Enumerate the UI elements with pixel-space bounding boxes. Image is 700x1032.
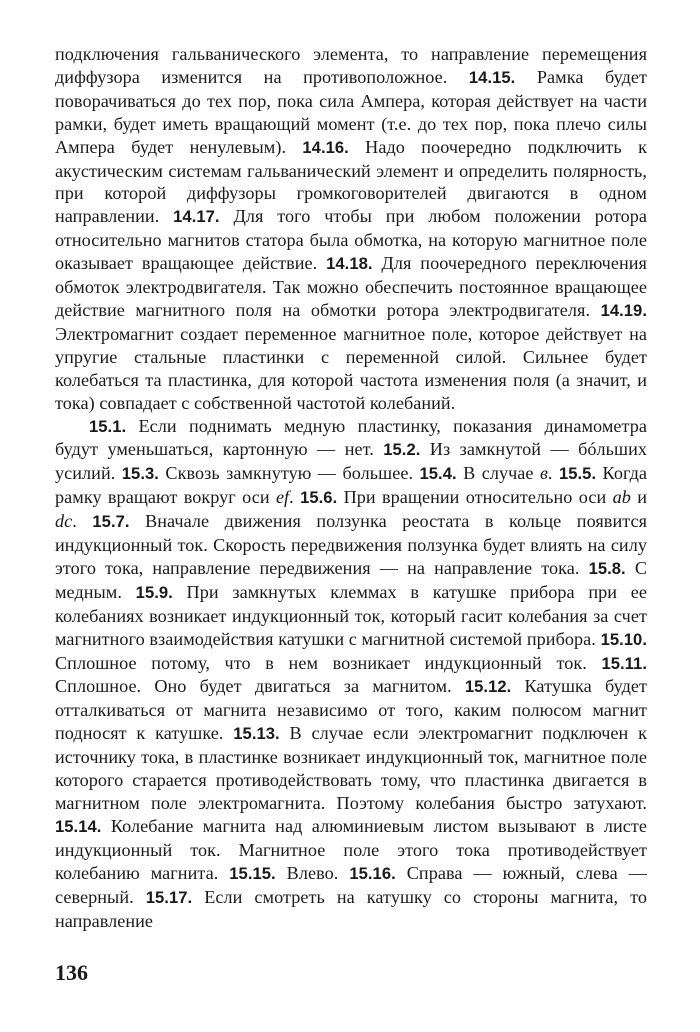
answer-text-run: Если смотреть на катушку со стороны магнита, то направление	[55, 886, 647, 931]
answer-number: 14.17.	[173, 207, 220, 227]
answer-text-run: Сплошное потому, что в нем возникает индукционный ток.	[55, 652, 602, 673]
answer-number: 15.9.	[135, 582, 173, 602]
answer-text-run: и	[630, 487, 647, 508]
answer-text-run: Колебание магнита над алюминиевым листом вызывают в листе индукционный ток. Магнитное поле этого тока противодействует колебанию магнита.	[55, 815, 647, 883]
answer-number: 14.18.	[326, 254, 373, 274]
italic-label: ef	[275, 487, 290, 508]
italic-label: dc	[55, 511, 73, 532]
answer-number: 15.12.	[464, 677, 512, 697]
paragraph-answers-15	[55, 415, 647, 933]
answer-text-run: Вначале движения ползунка реостата в кольце появится индукционный ток. Скорость передвижения ползунка будет влиять на силу этого тока, направление передвижения — на направление тока.	[55, 511, 647, 578]
answer-text-run: Электромагнит создает переменное магнитное поле, которое действует на упругие стальные пластинки с переменной силой. Сильнее будет колебаться та пластинка, для которой частота изменения поля (а значит, и тока) совпадает с собственной частотой колебаний.	[55, 323, 647, 413]
answer-text-run: Сквозь замкнутую — большее.	[158, 463, 420, 484]
answer-number: 15.11.	[601, 653, 647, 673]
answer-number: 15.10.	[600, 629, 647, 649]
answer-number: 15.13.	[233, 724, 280, 744]
answer-text-run: Для поочередного переключения обмоток электродвигателя. Так можно обеспечить постоянное вращающее действие магнитного поля на обмотки ротора электродвигателя.	[55, 253, 647, 320]
answer-number: 15.15.	[229, 863, 276, 883]
italic-label: в	[539, 463, 548, 484]
answer-text-run: С медным.	[55, 557, 648, 602]
answer-number: 15.17.	[145, 887, 193, 907]
answer-text-run: В случае	[456, 463, 540, 484]
answer-text-run: Если поднимать медную пластинку, показания динамометра будут уменьшаться, картонную — нет.	[55, 415, 647, 460]
answer-text-run: Влево.	[275, 862, 350, 883]
answer-text-run: Справа — южный, слева — северный.	[55, 862, 647, 907]
answer-text-run: Сплошное. Оно будет двигаться за магнитом.	[55, 676, 465, 697]
answer-text-run: При замкнутых клеммах в катушке прибора при ее колебаниях возникает индукционный ток, который гасит колебания за счет магнитного взаимодействия катушки с магнитной системой прибора.	[55, 581, 647, 649]
answer-number: 14.19.	[600, 300, 647, 320]
answer-number: 15.8.	[588, 558, 626, 578]
answer-number: 15.2.	[383, 440, 421, 460]
answer-text-run: Для того чтобы при любом положении ротора относительно магнитов статора была обмотка, на которую магнитное поле оказывает вращающее действие.	[55, 206, 647, 274]
answer-number: 15.5.	[558, 464, 597, 484]
answer-text-run: подключения гальванического элемента, то направление перемещения диффузора изменится на противоположное.	[55, 44, 647, 87]
answer-text	[55, 43, 647, 932]
answer-number: 15.7.	[92, 512, 130, 532]
answer-number: 15.14.	[55, 816, 102, 836]
answer-text-run: При вращении относительно оси	[337, 487, 613, 508]
answer-number: 15.6.	[300, 488, 338, 508]
answer-text-run: Рамка будет поворачиваться до тех пор, пока сила Ампера, которая действует на части рамки, будет иметь вращающий момент (т.е. до тех пор, пока плечо силы Ампера будет ненулевым).	[55, 66, 647, 157]
answer-number: 15.4.	[419, 464, 457, 484]
answer-number: 15.3.	[121, 464, 159, 484]
answer-number: 15.16.	[349, 863, 396, 883]
answer-text-run: В случае если электромагнит подключен к источнику тока, в пластинке возникает индукционный ток, магнитное поле которого старается противодействовать тому, что пластинка двигается в магнитном поле электромагнита. Поэтому колебания быстро затухают.	[55, 723, 647, 813]
answer-number: 14.15.	[468, 67, 516, 87]
answer-text-run: .	[72, 511, 93, 532]
page-number: 136	[55, 960, 88, 985]
answer-number: 15.1.	[89, 416, 127, 436]
answer-text-run: .	[289, 487, 301, 508]
answer-text-run: .	[547, 463, 559, 484]
answer-text-run: Надо поочередно подключить к акустическим системам гальванический элемент и определить полярность, при которой диффузоры громкоговорителей двигаются в одном направлении.	[55, 136, 647, 227]
answer-text-run: Из замкнутой — бóльших усилий.	[55, 439, 647, 484]
answer-text-run: Катушка будет отталкиваться от магнита независимо от того, каким полюсом магнит подносят к катушке.	[55, 676, 647, 744]
answer-number: 14.16.	[302, 137, 349, 157]
answer-text-run: Когда рамку вращают вокруг оси	[55, 463, 648, 508]
paragraph-answers-14	[55, 43, 647, 415]
italic-label: ab	[612, 487, 631, 508]
